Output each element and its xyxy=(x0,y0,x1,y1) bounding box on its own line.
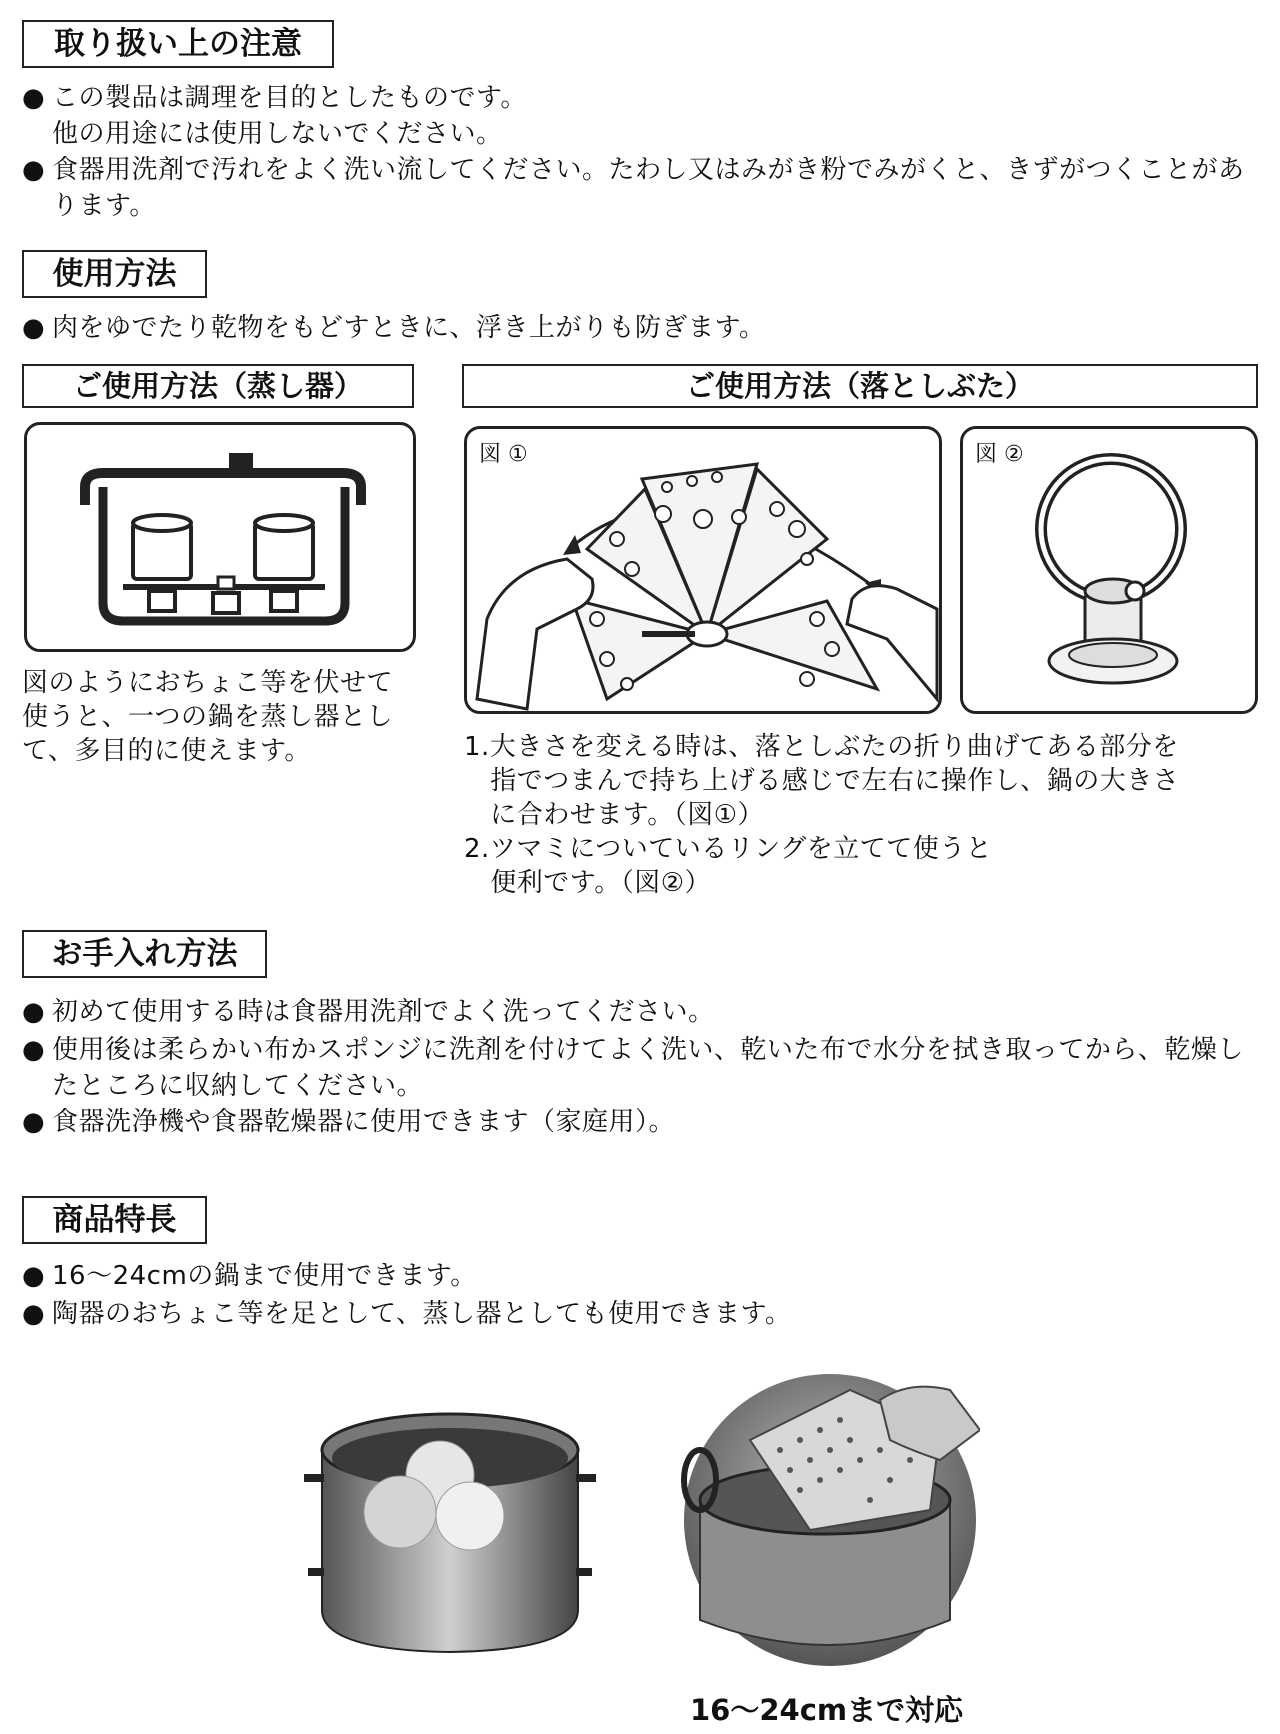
adjustable-lid-illustration xyxy=(467,429,942,714)
features-heading: 商品特長 xyxy=(22,1196,207,1244)
bullet-icon: ● xyxy=(22,997,46,1027)
features-item-1 xyxy=(22,1258,1252,1294)
care-item-3 xyxy=(22,1104,1252,1140)
steamer-figure xyxy=(24,422,416,652)
care-item-3-text: 食器洗浄機や食器乾燥器に使用できます（家庭用）。 xyxy=(52,1107,676,1137)
bullet-icon: ● xyxy=(22,83,46,113)
usage-item-1-text: 肉をゆでたり乾物をもどすときに、浮き上がりも防ぎます。 xyxy=(52,313,766,343)
steamer-heading: ご使用方法（蒸し器） xyxy=(22,364,414,408)
care-item-1-text: 初めて使用する時は食器用洗剤でよく洗ってください。 xyxy=(52,997,715,1027)
usage-heading: 使用方法 xyxy=(22,250,207,298)
bullet-icon: ● xyxy=(22,313,46,343)
lid-heading: ご使用方法（落としぶた） xyxy=(462,364,1258,408)
features-item-1-text: 16～24cmの鍋まで使用できます。 xyxy=(52,1261,477,1291)
figure-2-label: 図 ② xyxy=(975,442,1024,467)
care-item-2-text: 使用後は柔らかい布かスポンジに洗剤を付けてよく洗い、乾いた布で水分を拭き取ってから、乾燥したところに収納してください。 xyxy=(52,1035,1244,1101)
bullet-icon: ● xyxy=(22,1261,46,1291)
bullet-icon: ● xyxy=(22,1035,46,1065)
caution-heading: 取り扱い上の注意 xyxy=(22,20,334,68)
caution-item-1 xyxy=(22,80,1252,152)
care-heading: お手入れ方法 xyxy=(22,930,267,978)
lid-step-1: 1.大きさを変える時は、落としぶたの折り曲げてある部分を 指でつまんで持ち上げる感じで左右に操作し、鍋の大きさ に合わせます。（図①） xyxy=(464,732,1180,830)
care-item-2 xyxy=(22,1032,1262,1104)
steamer-pot-illustration xyxy=(27,425,416,652)
lid-figure-1 xyxy=(464,426,942,714)
bullet-icon: ● xyxy=(22,1299,46,1329)
lid-figure-2 xyxy=(960,426,1258,714)
care-item-1 xyxy=(22,994,1252,1030)
photo-caption: 16～24cmまで対応 xyxy=(690,1693,964,1727)
caution-item-2 xyxy=(22,152,1262,224)
caution-item-1-text: この製品は調理を目的としたものです。 他の用途には使用しないでください。 xyxy=(52,83,527,149)
features-item-2 xyxy=(22,1296,1252,1332)
figure-1-label: 図 ① xyxy=(479,442,528,467)
steamer-description: 図のようにおちょこ等を伏せて 使うと、一つの鍋を蒸し器とし て、多目的に使えます。 xyxy=(22,668,394,766)
pot-with-buns-photo xyxy=(300,1400,600,1660)
bullet-icon: ● xyxy=(22,1107,46,1137)
lid-in-pot-photo xyxy=(680,1370,980,1670)
caution-item-2-text: 食器用洗剤で汚れをよく洗い流してください。たわし又はみがき粉でみがくと、きずがつくことがあります。 xyxy=(52,155,1245,221)
lid-step-2: 2.ツマミについているリングを立てて使うと 便利です。（図②） xyxy=(464,834,993,898)
usage-item-1 xyxy=(22,310,1252,346)
bullet-icon: ● xyxy=(22,155,46,185)
knob-ring-illustration xyxy=(963,429,1258,714)
features-item-2-text: 陶器のおちょこ等を足として、蒸し器としても使用できます。 xyxy=(52,1299,792,1329)
